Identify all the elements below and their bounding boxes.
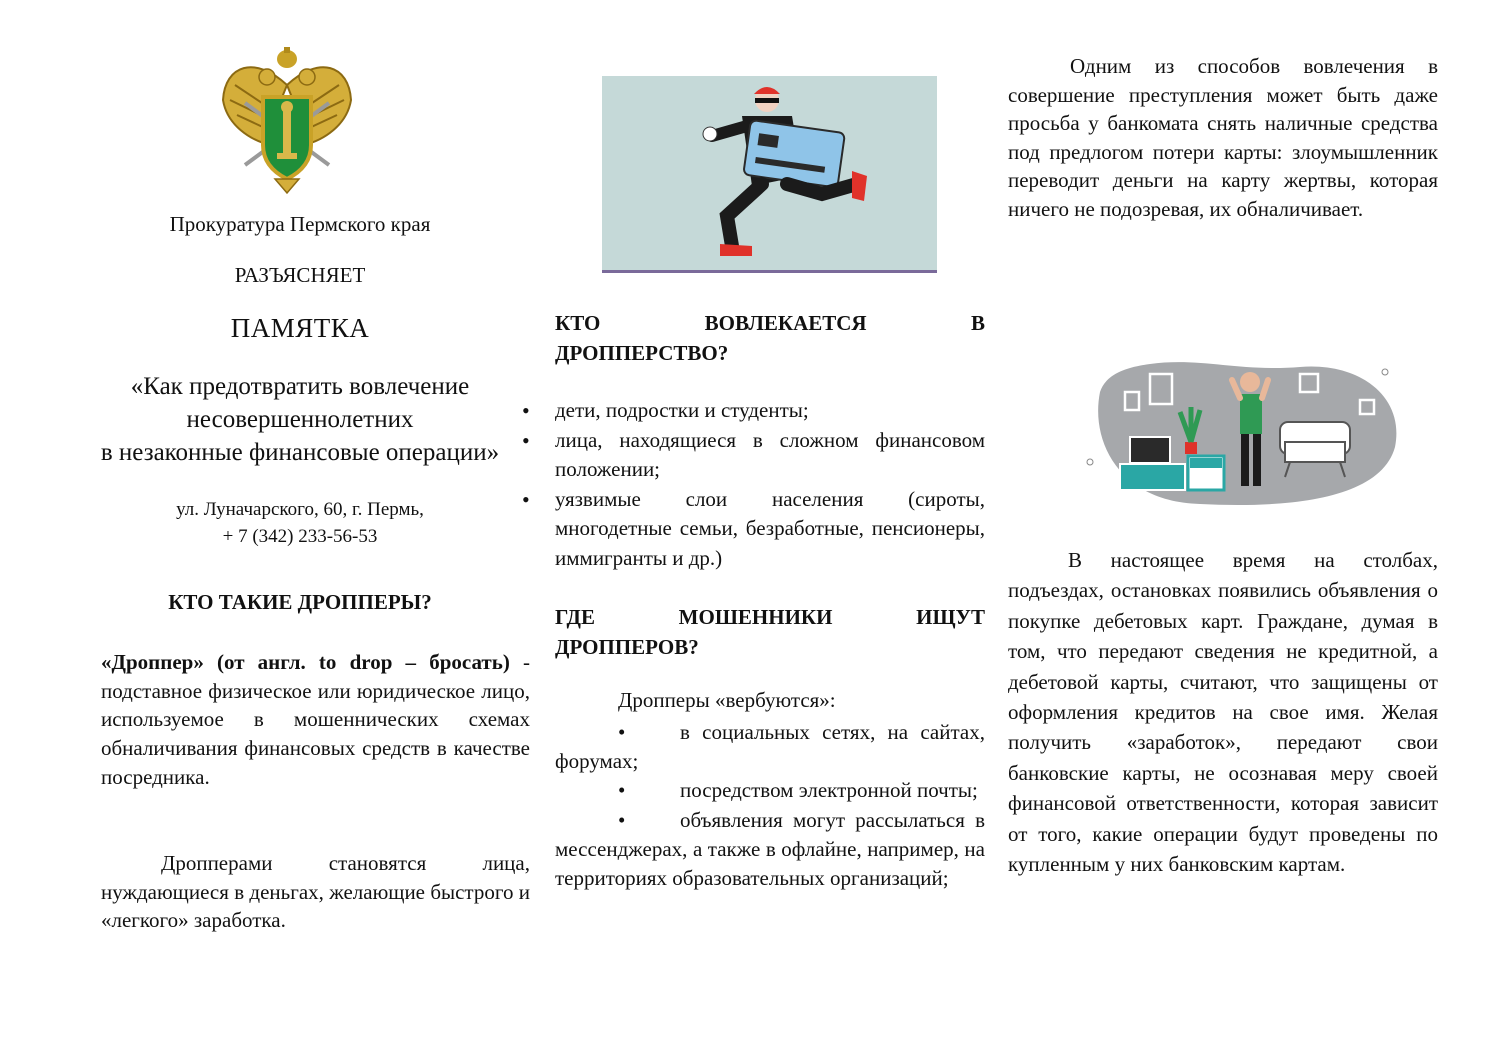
- memo-subtitle-line-3: в незаконные финансовые операции»: [100, 439, 500, 466]
- bullet-icon: •: [618, 720, 626, 744]
- atm-request-paragraph: Одним из способов вовлечения в совершение преступления может быть даже просьба у банкомата снять наличные средства под предлогом потери карты: злоумышленник переводит деньги на карту жертвы, которая ничего не подозревая, их обналичивает.: [1008, 54, 1438, 221]
- heading-word: МОШЕННИКИ: [678, 605, 833, 629]
- organization-name: Прокуратура Пермского края: [169, 212, 431, 236]
- dropper-term: «Дроппер» (от англ. to drop – бросать): [101, 650, 510, 674]
- list-item: • лица, находящиеся в сложном финансовом положении;: [555, 426, 985, 485]
- heading-word: ВОВЛЕКАЕТСЯ: [704, 311, 867, 335]
- heading-who-is-involved-line-2: ДРОППЕРСТВО?: [555, 341, 729, 365]
- address-block: [60, 496, 540, 550]
- dropper-definition: [101, 648, 530, 792]
- heading-where-fraudsters-look: [555, 602, 985, 662]
- bullet-icon: •: [618, 807, 626, 832]
- memo-subtitle-line-2: несовершеннолетних: [186, 406, 414, 433]
- list-item: • дети, подростки и студенты;: [555, 396, 985, 426]
- involved-list: [555, 396, 985, 573]
- list-item: • объявления могут рассылаться в мессенджерах, а также в офлайне, например, на территориях образовательных организаций;: [555, 807, 985, 891]
- prosecutor-emblem-icon: [215, 45, 360, 195]
- memo-subtitle: [60, 370, 540, 469]
- heading-where-line-1: [555, 602, 985, 632]
- recruit-list: [555, 718, 985, 893]
- memo-subtitle-line-1: «Как предотвратить вовлечение: [130, 373, 470, 400]
- heading-word: КТО: [555, 311, 601, 335]
- debit-card-ads-paragraph: В настоящее время на столбах, подъездах, остановках появились объявления о покупке дебетовых карт. Граждане, думая в том, что передают сведения не кредитной, а дебетовой карты, считают, что защищены от оформления кредитов на свое имя. Желая получить «заработок», передают свои банковские карты, не осознавая меру своей финансовой ответственности, которая зависит от того, какие операции будут проведены по купленным у них банковским картам.: [1008, 548, 1438, 877]
- list-item: • в социальных сетях, на сайтах, форумах;: [555, 720, 985, 774]
- list-item: • посредством электронной почты;: [555, 776, 985, 805]
- heading-who-is-involved: [555, 308, 985, 368]
- recruit-intro: Дропперы «вербуются»:: [618, 688, 836, 712]
- address-phone: + 7 (342) 233-56-53: [222, 526, 378, 547]
- explains-label: РАЗЪЯСНЯЕТ: [234, 263, 366, 287]
- heading-word: ГДЕ: [555, 605, 595, 629]
- worried-man-in-room-illustration: [1080, 352, 1400, 512]
- heading-who-is-involved-line-1: [555, 308, 985, 338]
- list-item: • уязвимые слои населения (сироты, многодетные семьи, безработные, пенсионеры, иммигранты и др.): [555, 485, 985, 574]
- address-street: ул. Луначарского, 60, г. Пермь,: [176, 499, 424, 520]
- dropper-definition-text: - подставное физическое или юридическое лицо, используемое в мошеннических схемах обналичивания финансовых средств в качестве посредника.: [101, 650, 531, 789]
- bullet-icon: •: [618, 778, 626, 803]
- heading-who-are-droppers: КТО ТАКИЕ ДРОППЕРЫ?: [168, 590, 432, 614]
- heading-word: ИЩУТ: [916, 605, 985, 629]
- thief-with-card-illustration: [602, 76, 937, 276]
- memo-title: ПАМЯТКА: [230, 313, 370, 343]
- heading-word: В: [970, 311, 985, 335]
- heading-where-line-2: ДРОППЕРОВ?: [555, 635, 699, 659]
- droppers-become-paragraph: Дропперами становятся лица, нуждающиеся в деньгах, желающие быстрого и «легкого» заработка.: [101, 851, 530, 933]
